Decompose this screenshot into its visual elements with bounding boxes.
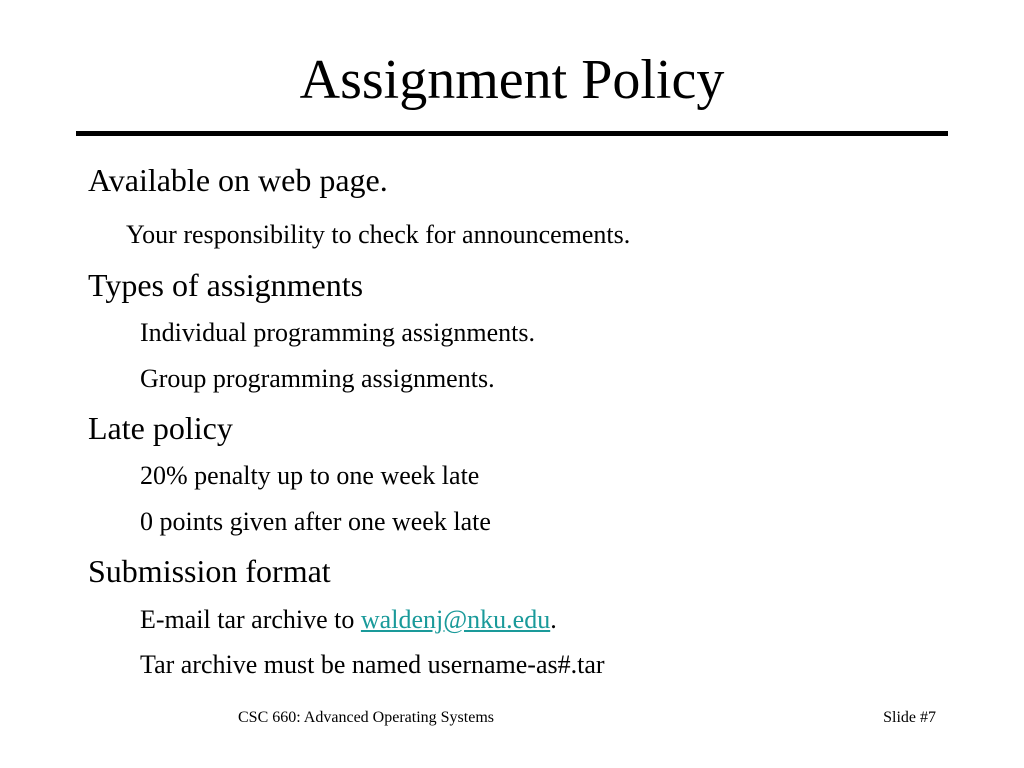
title-divider — [76, 131, 948, 136]
email-prefix-text: E-mail tar archive to — [140, 605, 361, 634]
sub-bullet-zero-points: 0 points given after one week late — [140, 507, 491, 536]
sub-bullet-tar-naming: Tar archive must be named username-as#.tar — [140, 650, 605, 679]
footer-slide-number: Slide #7 — [883, 709, 936, 726]
bullet-available-on-web-page: Available on web page. — [88, 162, 388, 198]
slide-title: Assignment Policy — [299, 49, 725, 111]
sub-bullet-late-penalty: 20% penalty up to one week late — [140, 461, 480, 490]
sub-bullet-email-tar-archive — [140, 603, 557, 637]
bullet-submission-format: Submission format — [88, 553, 331, 589]
sub-bullet-check-announcements: Your responsibility to check for announcements. — [126, 220, 631, 249]
sub-bullet-individual-assignments: Individual programming assignments. — [140, 318, 536, 347]
sub-bullet-group-assignments: Group programming assignments. — [140, 364, 495, 393]
email-link[interactable]: waldenj@nku.edu — [360, 605, 551, 634]
bullet-types-of-assignments: Types of assignments — [88, 267, 364, 303]
footer-course-title: CSC 660: Advanced Operating Systems — [238, 709, 494, 726]
email-suffix-text: . — [550, 605, 557, 634]
bullet-late-policy: Late policy — [88, 410, 233, 446]
